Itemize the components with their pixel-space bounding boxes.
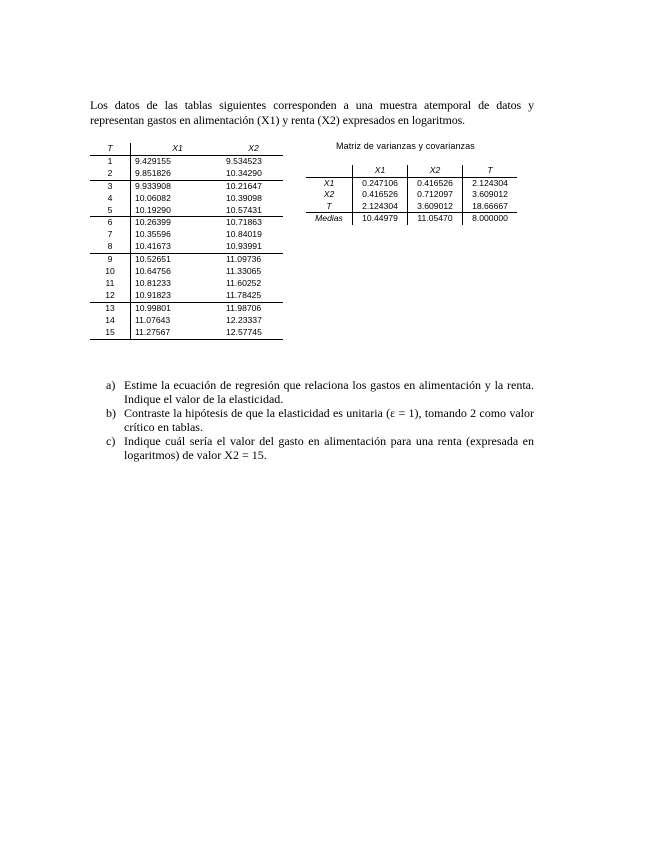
cell-x1: 10.26399: [135, 217, 171, 228]
cell-x2: 11.33065: [226, 266, 262, 277]
cell-x2: 11.78425: [224, 290, 283, 302]
header-x1: X1: [353, 165, 408, 177]
cell-x2: 10.21647: [226, 180, 262, 191]
table-row: [90, 180, 283, 192]
means-row: [306, 213, 517, 225]
cell-x2: 10.93991: [224, 241, 283, 253]
cell-x2: 11.09736: [226, 254, 262, 265]
question-item: [106, 378, 534, 406]
table-row: [90, 217, 283, 229]
cell-t: 15: [90, 327, 131, 339]
cell-t: 6: [90, 217, 131, 229]
cell-x1: 10.91823: [131, 290, 225, 302]
cell-t: 7: [90, 229, 131, 241]
cell-t: 12: [90, 290, 131, 302]
cov-cell: 2.124304: [353, 201, 408, 213]
cell-t: 8: [90, 241, 131, 253]
cov-cell: 0.416526: [353, 189, 408, 201]
header-t: T: [90, 143, 131, 155]
cell-x1: 11.27567: [131, 327, 225, 339]
data-table: [90, 143, 283, 340]
header-x1: X1: [131, 143, 225, 155]
cov-matrix-title: Matriz de varianzas y covarianzas: [336, 141, 475, 151]
cell-x1: 10.06082: [135, 192, 171, 203]
mean-cell: 10.44979: [353, 213, 408, 225]
question-text: Indique cuál sería el valor del gasto en alimentación para una renta (expresada en logaritmos) de valor X2 = 15.: [124, 434, 534, 462]
cell-x1: 10.19290: [131, 205, 225, 217]
question-label: b): [106, 406, 116, 420]
cov-row: [306, 201, 517, 213]
cell-x2: 10.57431: [224, 205, 283, 217]
cell-x1: 10.35596: [135, 229, 171, 240]
table-row: [90, 302, 283, 314]
data-table-header: [90, 143, 283, 155]
cell-x1: 10.52651: [135, 254, 171, 265]
cell-x1: 10.41673: [131, 241, 225, 253]
table-row: [90, 315, 283, 327]
header-t: T: [463, 165, 518, 177]
intro-paragraph: [90, 98, 534, 128]
cov-matrix-table: [306, 165, 517, 225]
header-x2: X2: [408, 165, 463, 177]
question-item: [106, 434, 534, 462]
cell-t: 5: [90, 205, 131, 217]
table-row: [90, 266, 283, 278]
table-row: [90, 290, 283, 302]
cell-x1: 9.851826: [131, 168, 225, 180]
table-row: [90, 193, 283, 205]
table-row: [90, 327, 283, 339]
cov-cell: 0.247106: [353, 177, 408, 189]
cell-t: 13: [90, 302, 131, 314]
question-list: [106, 378, 534, 462]
header-x2: X2: [224, 143, 283, 155]
cell-x2: 12.23337: [226, 314, 262, 325]
table-row: [90, 205, 283, 217]
row-label: T: [326, 200, 332, 211]
intro-text: Los datos de las tablas siguientes corresponden a una muestra atemporal de datos y representan gastos en alimentación (X1) y renta (X2) expresados en logaritmos.: [90, 98, 534, 127]
cov-cell: 2.124304: [463, 177, 518, 189]
mean-cell: 8.000000: [463, 213, 518, 225]
question-text: Estime la ecuación de regresión que relaciona los gastos en alimentación y la renta. Indique el valor de la elasticidad.: [124, 378, 534, 406]
row-label: X1: [323, 177, 335, 188]
cov-matrix-header: [306, 165, 517, 177]
cov-cell: 18.66667: [463, 201, 518, 213]
cell-t: 3: [90, 180, 131, 192]
cell-x1: 10.64756: [135, 266, 171, 277]
question-label: c): [106, 434, 116, 448]
cov-cell: 0.712097: [408, 189, 463, 201]
cell-x1: 9.429155: [135, 155, 171, 166]
question-label: a): [106, 378, 116, 392]
row-label: Medias: [306, 213, 353, 225]
table-row: [90, 155, 283, 167]
cov-row: [306, 177, 517, 189]
cell-t: 9: [90, 254, 131, 266]
cell-x2: 10.71863: [226, 217, 262, 228]
cell-x2: 10.84019: [226, 229, 262, 240]
cell-x2: 10.34290: [224, 168, 283, 180]
cell-x1: 10.81233: [135, 277, 171, 288]
cov-row: [306, 189, 517, 201]
cov-cell: 0.416526: [408, 177, 463, 189]
question-item: [106, 406, 534, 434]
cell-x1: 9.933908: [135, 180, 171, 191]
table-row: [90, 229, 283, 241]
mean-cell: 11.05470: [408, 213, 463, 225]
row-label: X2: [323, 189, 335, 199]
header-corner: [306, 165, 353, 177]
question-text: Contraste la hipótesis de que la elasticidad es unitaria (ε = 1), tomando 2 como valor crítico en tablas.: [124, 406, 534, 434]
table-row: [90, 254, 283, 266]
cell-x1: 11.07643: [135, 314, 171, 325]
cell-x2: 9.534523: [226, 155, 262, 166]
table-row: [90, 241, 283, 253]
cell-x1: 10.99801: [135, 302, 171, 313]
cell-x2: 10.39098: [226, 192, 262, 203]
table-row: [90, 168, 283, 180]
cell-t: 2: [90, 168, 131, 180]
cell-t: 11: [90, 278, 131, 290]
cov-cell: 3.609012: [463, 189, 518, 201]
cell-t: 14: [90, 315, 131, 327]
cell-t: 10: [90, 266, 131, 278]
cell-x2: 11.98706: [226, 302, 262, 313]
cell-x2: 11.60252: [226, 277, 262, 288]
table-row: [90, 278, 283, 290]
cell-t: 1: [90, 155, 131, 167]
cov-cell: 3.609012: [408, 201, 463, 213]
cell-x2: 12.57745: [224, 327, 283, 339]
cell-t: 4: [90, 193, 131, 205]
